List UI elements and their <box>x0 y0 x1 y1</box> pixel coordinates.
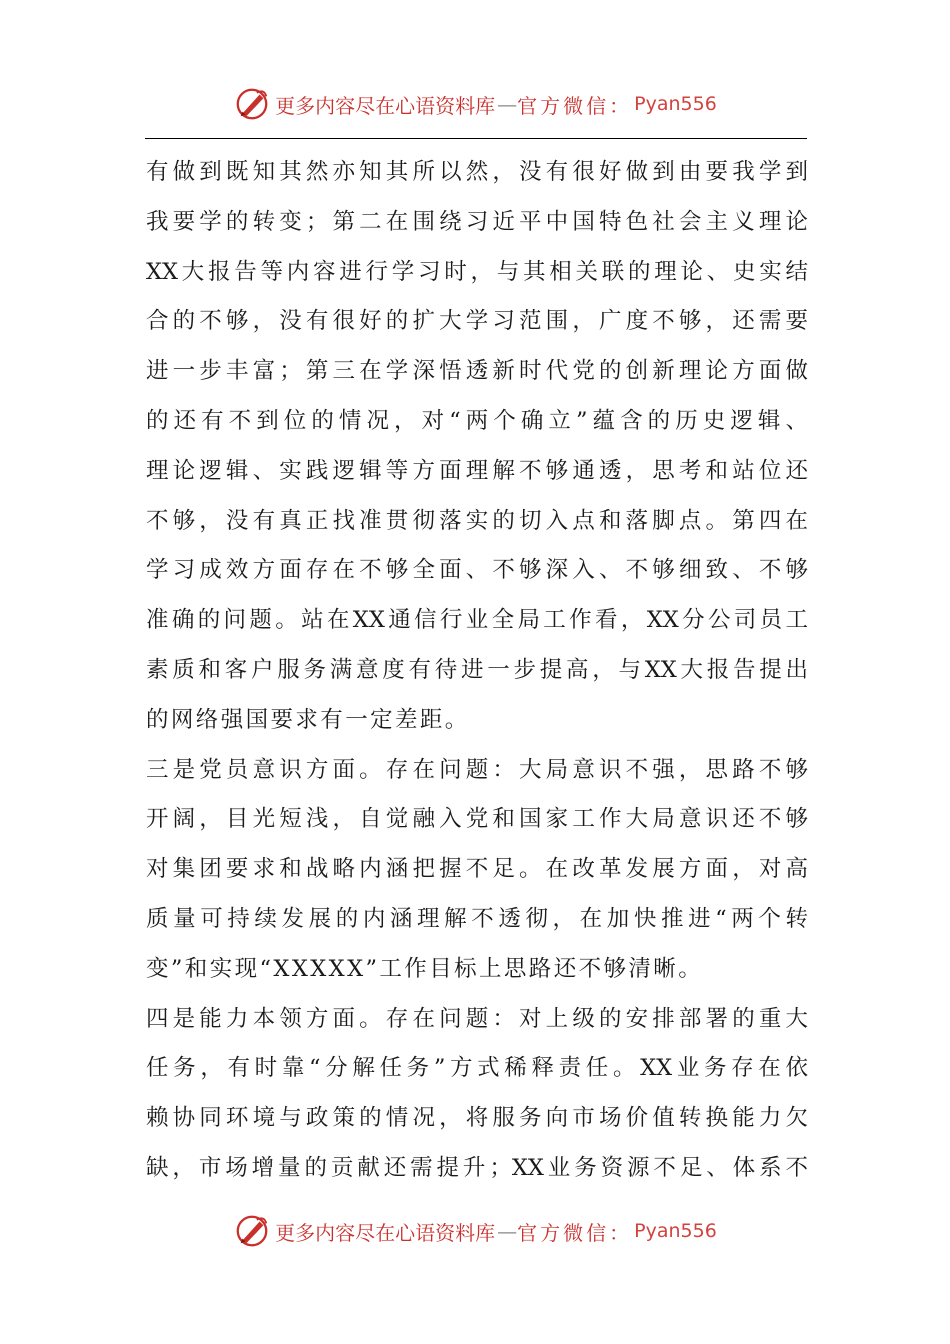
text-line: XX大报告等内容进行学习时，与其相关联的理论、史实结 <box>146 258 808 285</box>
text-line: 不够，没有真正找准贯彻落实的切入点和落脚点。第四在 <box>146 507 808 534</box>
pen-circle-logo-icon <box>233 85 271 123</box>
text-line: 准确的问题。站在XX通信行业全局工作看，XX分公司员工 <box>146 607 808 634</box>
watermark-wechat-id: Pyan556 <box>634 1220 717 1242</box>
text-line: 我要学的转变；第二在围绕习近平中国特色社会主义理论 <box>146 208 808 235</box>
text-line: 学习成效方面存在不够全面、不够深入、不够细致、不够 <box>146 557 808 584</box>
text-line: 合的不够，没有很好的扩大学习范围，广度不够，还需要 <box>146 308 808 335</box>
watermark-wechat-label: 官方微信： <box>517 1220 633 1245</box>
text-line: 进一步丰富；第三在学深悟透新时代党的创新理论方面做 <box>146 358 808 385</box>
paragraph-end-line: 的网络强国要求有一定差距。 <box>146 706 470 733</box>
text-line: 任务，有时靠“分解任务”方式稀释责任。XX业务存在依 <box>146 1055 808 1082</box>
header-divider <box>145 138 807 139</box>
text-line: 赖协同环境与政策的情况，将服务向市场价值转换能力欠 <box>146 1105 808 1132</box>
text-line: 四是能力本领方面。存在问题：对上级的安排部署的重大 <box>146 1005 808 1032</box>
header-watermark <box>0 84 950 124</box>
footer-watermark <box>0 1211 950 1251</box>
document-body <box>146 148 808 1194</box>
text-line: 质量可持续发展的内涵理解不透彻，在加快推进“两个转 <box>146 905 808 932</box>
text-line: 有做到既知其然亦知其所以然，没有很好做到由要我学到 <box>146 159 808 185</box>
paragraph-end-line: 变”和实现“XXXXX”工作目标上思路还不够清晰。 <box>146 955 704 982</box>
watermark-site-text: 更多内容尽在心语资料库 <box>275 1220 496 1245</box>
watermark-site-text: 更多内容尽在心语资料库 <box>275 93 496 118</box>
text-line: 缺，市场增量的贡献还需提升；XX业务资源不足、体系不 <box>146 1154 808 1181</box>
watermark-wechat-label: 官方微信： <box>517 93 633 118</box>
text-line: 开阔，目光短浅，自觉融入党和国家工作大局意识还不够 <box>146 806 808 833</box>
watermark-dash: — <box>497 1219 516 1243</box>
text-line: 的还有不到位的情况，对“两个确立”蕴含的历史逻辑、 <box>146 407 808 434</box>
text-line: 素质和客户服务满意度有待进一步提高，与XX大报告提出 <box>146 656 808 683</box>
text-line: 三是党员意识方面。存在问题：大局意识不强，思路不够 <box>146 756 808 783</box>
text-line: 理论逻辑、实践逻辑等方面理解不够通透，思考和站位还 <box>146 457 808 484</box>
watermark-dash: — <box>497 92 516 116</box>
text-line: 对集团要求和战略内涵把握不足。在改革发展方面，对高 <box>146 856 808 883</box>
pen-circle-logo-icon <box>233 1212 271 1250</box>
watermark-wechat-id: Pyan556 <box>634 93 717 115</box>
